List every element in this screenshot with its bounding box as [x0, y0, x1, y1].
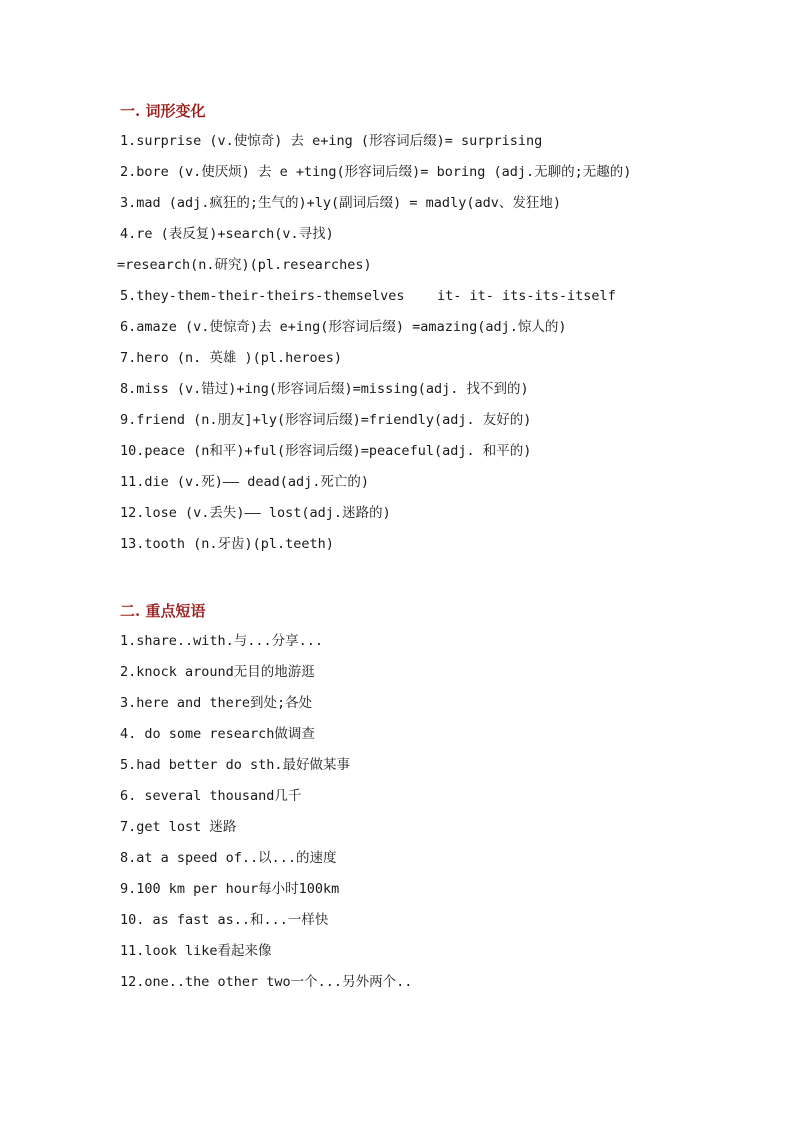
- phrase-line: 8.at a speed of..以...的速度: [120, 850, 337, 866]
- vocab-line: 11.die (v.死)—— dead(adj.死亡的): [120, 474, 370, 490]
- vocab-line: 2.bore (v.使厌烦) 去 e +ting(形容词后缀)= boring (adj.无聊的;无趣的): [120, 164, 632, 180]
- vocab-line: =research(n.研究)(pl.researches): [117, 257, 372, 273]
- vocab-line: 1.surprise (v.使惊奇) 去 e+ing (形容词后缀)= surprising: [120, 133, 543, 149]
- phrase-line: 6. several thousand几千: [120, 788, 302, 804]
- word-forms-section: [117, 100, 740, 565]
- phrase-line: 7.get lost 迷路: [120, 819, 237, 835]
- section-heading-word-forms: 一. 词形变化: [120, 102, 206, 120]
- key-phrases-section: [120, 600, 740, 1003]
- vocab-line: 5.they-them-their-theirs-themselves it- it- its-its-itself: [120, 288, 616, 304]
- phrase-line: 3.here and there到处;各处: [120, 695, 313, 711]
- phrase-line: 4. do some research做调查: [120, 726, 315, 742]
- vocab-line: 7.hero (n. 英雄 )(pl.heroes): [120, 350, 343, 366]
- phrase-line: 1.share..with.与...分享...: [120, 633, 324, 649]
- phrase-line: 5.had better do sth.最好做某事: [120, 757, 351, 773]
- phrase-line: 11.look like看起来像: [120, 943, 272, 959]
- vocab-line: 10.peace (n和平)+ful(形容词后缀)=peaceful(adj. 和平的): [120, 443, 532, 459]
- phrase-line: 10. as fast as..和...一样快: [120, 912, 329, 928]
- vocab-line: 6.amaze (v.使惊奇)去 e+ing(形容词后缀) =amazing(adj.惊人的): [120, 319, 567, 335]
- vocab-line: 9.friend (n.朋友]+ly(形容词后缀)=friendly(adj. 友好的): [120, 412, 532, 428]
- vocab-line: 8.miss (v.错过)+ing(形容词后缀)=missing(adj. 找不到的): [120, 381, 529, 397]
- phrase-line: 9.100 km per hour每小时100km: [120, 881, 340, 897]
- vocab-line: 3.mad (adj.疯狂的;生气的)+ly(副词后缀) = madly(adv、发狂地): [120, 195, 561, 211]
- vocab-line: 4.re (表反复)+search(v.寻找): [120, 226, 334, 242]
- vocab-line: 13.tooth (n.牙齿)(pl.teeth): [120, 536, 334, 552]
- vocab-line: 12.lose (v.丢失)—— lost(adj.迷路的): [120, 505, 391, 521]
- phrase-line: 12.one..the other two一个...另外两个..: [120, 974, 413, 990]
- section-heading-key-phrases: 二. 重点短语: [120, 602, 206, 620]
- phrase-line: 2.knock around无目的地游逛: [120, 664, 315, 680]
